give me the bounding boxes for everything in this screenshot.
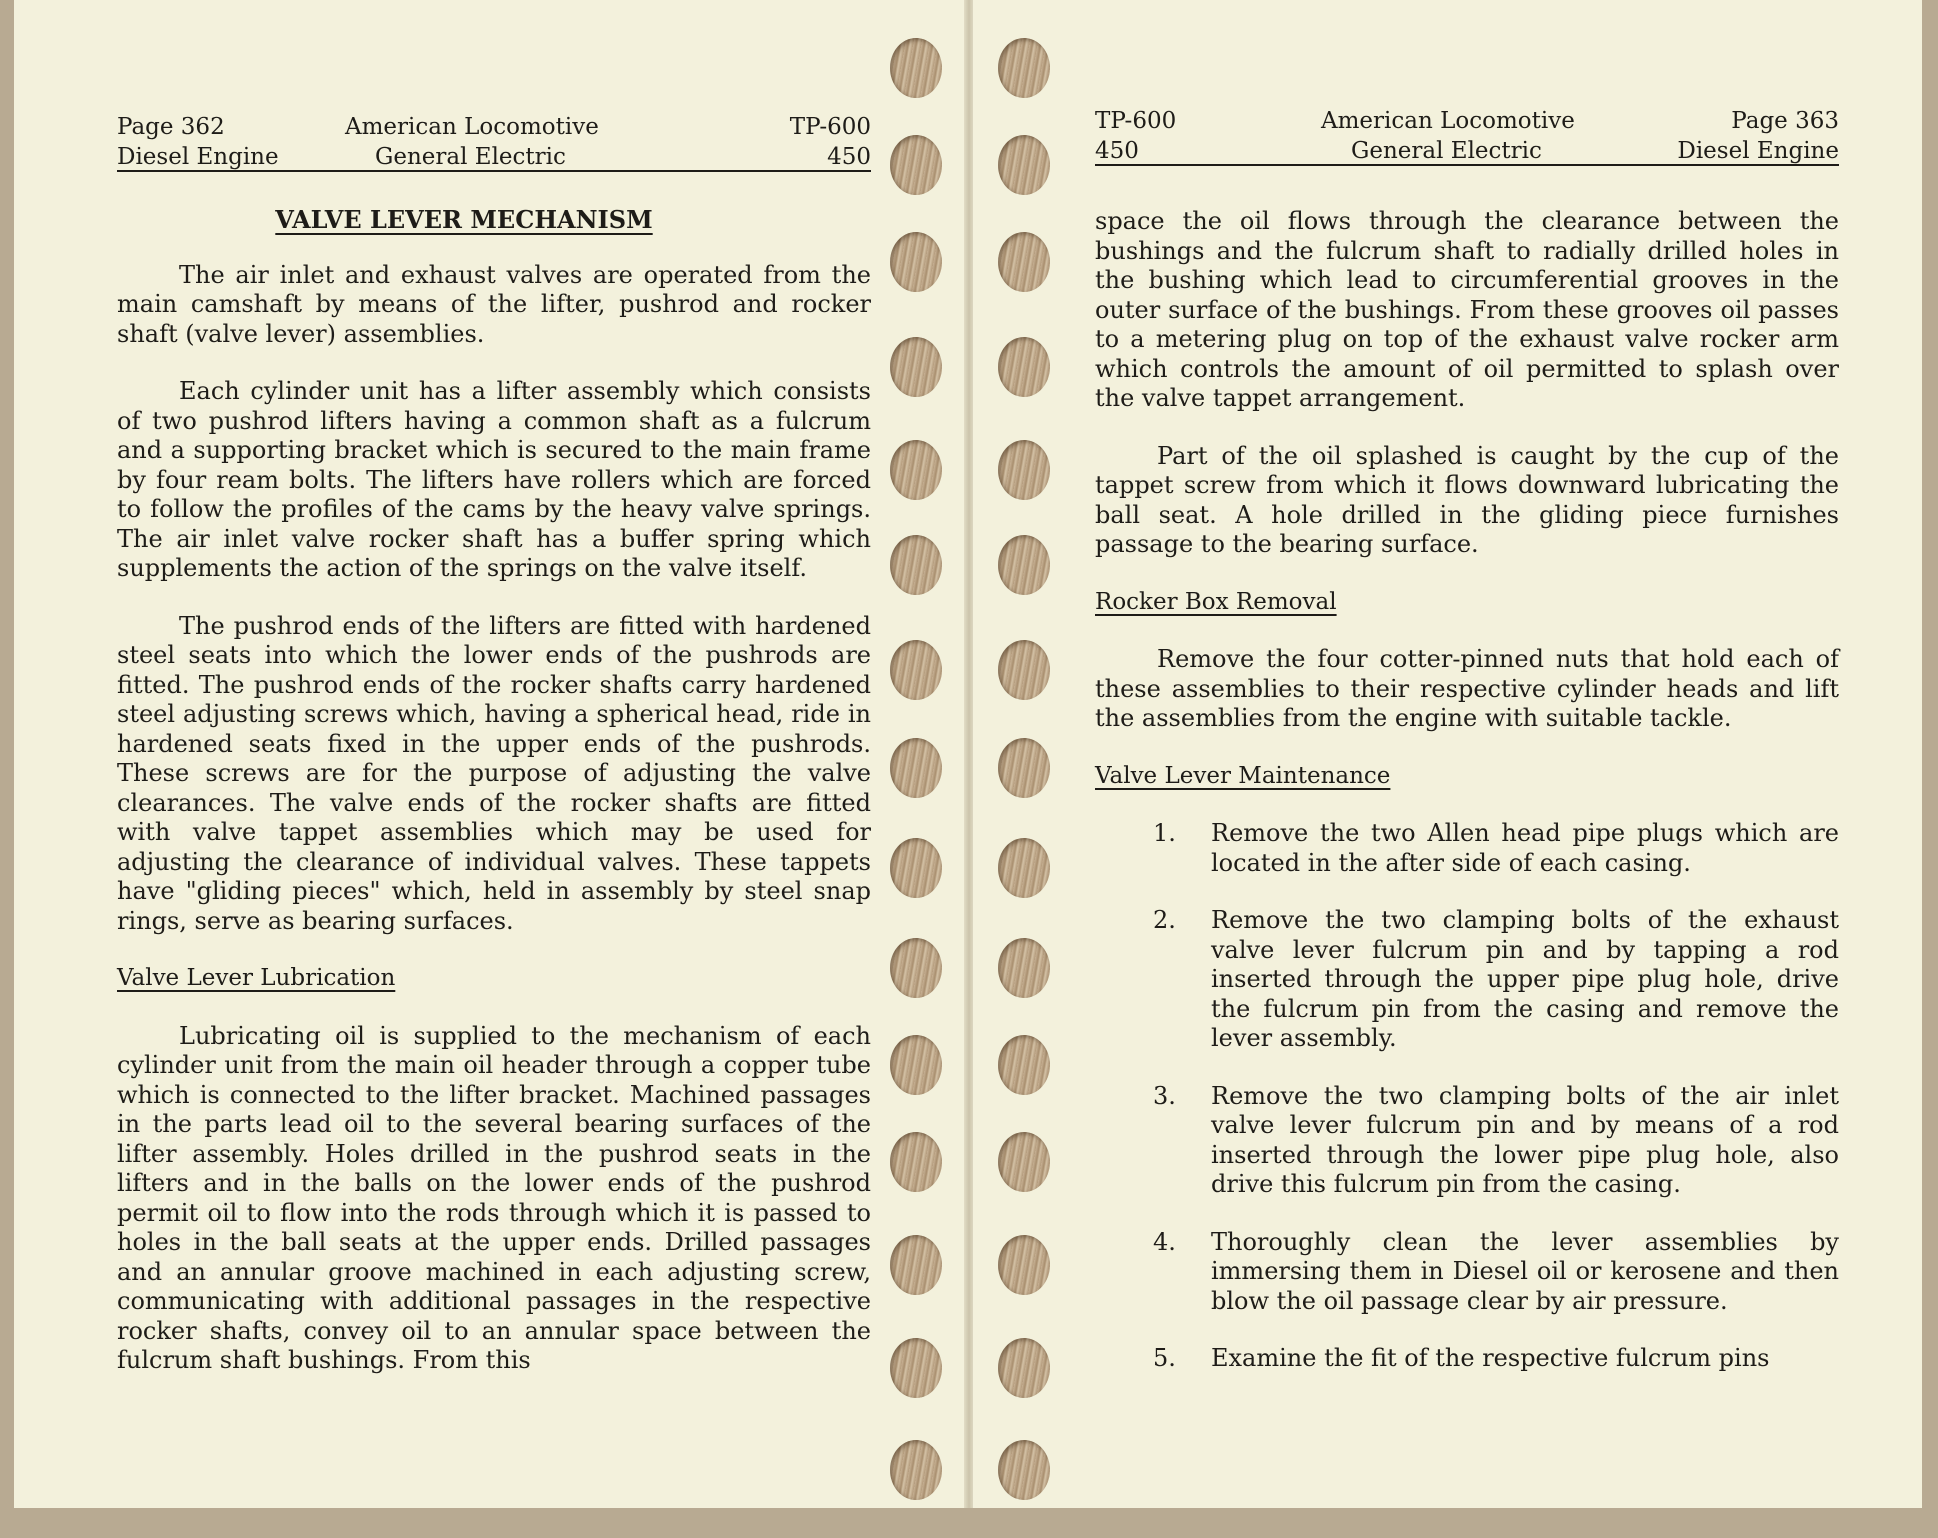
right-page-number: Page 363: [1731, 108, 1839, 134]
left-page-subtitle: Diesel Engine: [117, 144, 279, 170]
punch-hole: [998, 1440, 1050, 1500]
step-number: 2.: [1153, 906, 1176, 934]
section-title: VALVE LEVER MECHANISM: [275, 205, 653, 234]
paragraph-lifter-assembly: Each cylinder unit has a lifter assembly which consists of two pushrod lifters having a common shaft as a fulcrum and a supporting bracket which is secured to the main frame by four ream bolts. The lifters have rollers which are forced to follow the profiles of the cams by the heavy valve springs. The air inlet valve rocker shaft has a buffer spring which supplements the action of the springs on the valve itself.: [117, 377, 871, 582]
step-text: Examine the fit of the respective fulcrum pins: [1211, 1344, 1770, 1372]
right-page-subtitle: Diesel Engine: [1677, 138, 1839, 164]
punch-hole: [890, 535, 942, 595]
punch-hole: [998, 838, 1050, 898]
step-number: 3.: [1153, 1081, 1176, 1110]
punch-hole: [998, 1132, 1050, 1192]
step-number: 1.: [1153, 819, 1176, 847]
step-number: 4.: [1153, 1227, 1176, 1256]
punch-hole: [998, 1338, 1050, 1398]
punch-hole: [998, 1035, 1050, 1095]
punch-hole: [890, 1132, 942, 1192]
punch-hole: [890, 38, 942, 98]
left-doc-code: TP-600: [789, 114, 871, 140]
left-doc-number: 450: [827, 144, 871, 170]
left-company-line1: American Locomotive: [345, 114, 599, 140]
paragraph-rocker-box-removal: Remove the four cotter-pinned nuts that hold each of these assemblies to their respective cylinder heads and lift the assemblies from the engine with suitable tackle.: [1095, 645, 1839, 732]
subheading-rocker-box-removal: Rocker Box Removal: [1095, 588, 1337, 615]
punch-hole: [890, 337, 942, 397]
punch-hole: [890, 640, 942, 700]
right-page-body: [1095, 207, 1839, 1374]
left-page-number: Page 362: [117, 114, 225, 140]
step-text: Remove the two clamping bolts of the air inlet valve lever fulcrum pin and by means of a rod inserted through the lower pipe plug hole, also drive this fulcrum pin from the casing.: [1211, 1081, 1839, 1198]
maintenance-steps-list: [1095, 819, 1839, 1374]
list-item: [1095, 1082, 1839, 1200]
punch-hole: [890, 440, 942, 500]
left-page-body: [117, 205, 871, 1376]
punch-hole: [890, 232, 942, 292]
punch-hole: [890, 1235, 942, 1295]
punch-hole: [998, 535, 1050, 595]
punch-hole: [998, 232, 1050, 292]
step-text: Remove the two clamping bolts of the exhaust valve lever fulcrum pin and by tapping a rod inserted through the upper pipe plug hole, drive the fulcrum pin from the casing and remove the lever assembly.: [1211, 906, 1839, 1052]
paragraph-pushrod-ends: The pushrod ends of the lifters are fitted with hardened steel seats into which the lower ends of the pushrods are fitted. The pushrod ends of the rocker shafts carry hardened steel adjusting screws which, having a spherical head, ride in hardened seats fixed in the upper ends of the pushrods. These screws are for the purpose of adjusting the valve clearances. The valve ends of the rocker shafts are fitted with valve tappet assemblies which may be used for adjusting the clearance of individual valves. These tappets have "gliding pieces" which, held in assembly by steel snap rings, serve as bearing surfaces.: [117, 611, 871, 935]
punch-hole: [998, 135, 1050, 195]
step-text: Thoroughly clean the lever assemblies by immersing them in Diesel oil or kerosene and then blow the oil passage clear by air pressure.: [1211, 1227, 1839, 1315]
right-doc-number: 450: [1095, 138, 1139, 164]
paragraph-oil-splash: Part of the oil splashed is caught by the cup of the tappet screw from which it flows downward lubricating the ball seat. A hole drilled in the gliding piece furnishes passage to the bearing surface.: [1095, 441, 1839, 558]
step-number: 5.: [1153, 1344, 1176, 1372]
list-item: [1095, 906, 1839, 1054]
paragraph-continued: space the oil flows through the clearance between the bushings and the fulcrum shaft to radially drilled holes in the bushing which lead to circumferential grooves in the outer surface of the bushings. From these grooves oil passes to a metering plug on top of the exhaust valve rocker arm which controls the amount of oil permitted to splash over the valve tappet arrangement.: [1095, 207, 1839, 412]
punch-hole: [890, 838, 942, 898]
list-item: [1095, 819, 1839, 878]
punch-hole: [998, 1235, 1050, 1295]
punch-hole: [890, 1035, 942, 1095]
right-doc-code: TP-600: [1095, 108, 1177, 134]
subheading-valve-lever-lubrication: Valve Lever Lubrication: [117, 965, 396, 991]
step-text: Remove the two Allen head pipe plugs which are located in the after side of each casing.: [1211, 819, 1839, 877]
list-item: [1095, 1344, 1839, 1374]
right-page-header: [1095, 102, 1839, 166]
punch-hole: [998, 337, 1050, 397]
punch-hole: [890, 1440, 942, 1500]
right-company-line2: General Electric: [1351, 138, 1542, 164]
paragraph-intro: The air inlet and exhaust valves are operated from the main camshaft by means of the lifter, pushrod and rocker shaft (valve lever) assemblies.: [117, 260, 871, 348]
punch-hole: [890, 938, 942, 998]
paragraph-lubrication: Lubricating oil is supplied to the mechanism of each cylinder unit from the main oil header through a copper tube which is connected to the lifter bracket. Machined passages in the parts lead oil to the several bearing surfaces of the lifter assembly. Holes drilled in the pushrod seats in the lifters and in the balls on the lower ends of the pushrod permit oil to flow into the rods through which it is passed to holes in the ball seats at the upper ends. Drilled passages and an annular groove machined in each adjusting screw, communicating with additional passages in the respective rocker shafts, convey oil to an annular space between the fulcrum shaft bushings. From this: [117, 1021, 871, 1374]
right-company-line1: American Locomotive: [1321, 108, 1575, 134]
right-page: [972, 0, 1922, 1508]
left-page: [14, 0, 966, 1508]
punch-hole: [890, 135, 942, 195]
punch-hole: [998, 38, 1050, 98]
punch-hole: [998, 440, 1050, 500]
punch-hole: [998, 938, 1050, 998]
punch-hole: [998, 738, 1050, 798]
punch-hole: [998, 640, 1050, 700]
left-page-header: [117, 108, 871, 172]
punch-hole: [890, 1338, 942, 1398]
punch-hole: [890, 738, 942, 798]
subheading-valve-lever-maintenance: Valve Lever Maintenance: [1095, 762, 1391, 789]
left-company-line2: General Electric: [375, 144, 566, 170]
list-item: [1095, 1228, 1839, 1317]
